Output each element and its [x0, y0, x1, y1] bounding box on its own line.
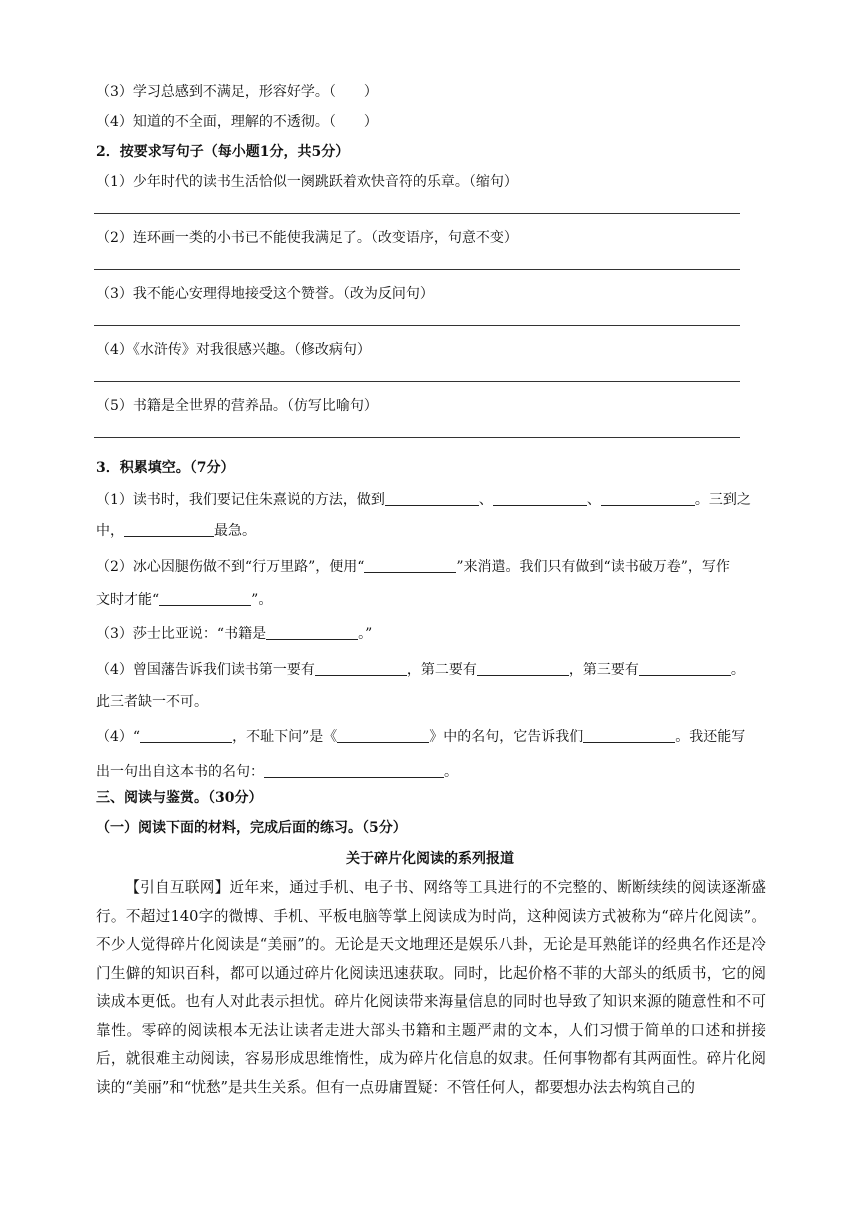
fill-blank[interactable] [266, 625, 358, 640]
article-paragraph [96, 874, 766, 1102]
answer-line-1[interactable] [94, 213, 740, 214]
q2-item-5: （5）书籍是全世界的营养品。（仿写比喻句） [96, 398, 378, 414]
fill-blank[interactable] [639, 661, 731, 676]
fill-blank[interactable] [124, 522, 214, 537]
q2-item-4: （4）《水浒传》对我很感兴趣。（修改病句） [96, 342, 371, 358]
fill-blank[interactable] [315, 661, 407, 676]
fill-blank[interactable] [364, 558, 456, 573]
q3-item-1-cont: 中， 最急。 [96, 523, 256, 539]
fill-blank[interactable] [140, 728, 232, 743]
subsection-heading: （一）阅读下面的材料，完成后面的练习。（5分） [96, 820, 407, 836]
fill-blank[interactable] [385, 491, 479, 506]
section-heading: 三、阅读与鉴赏。（30分） [96, 790, 263, 806]
fill-blank[interactable] [264, 763, 444, 778]
article-text: 【引自互联网】近年来，通过手机、电子书、网络等工具进行的不完整的、断断续续的阅读逐渐盛行。不超过140字的微博、手机、平板电脑等掌上阅读成为时尚，这种阅读方式被称为“碎片化阅读”。不少人觉得碎片化阅读是“美丽”的。无论是天文地理还是娱乐八卦，无论是耳熟能详的经典名作还是冷门生僻的知识百科，都可以通过碎片化阅读迅速获取。同时，比起价格不菲的大部头的纸质书，它的阅读成本更低。也有人对此表示担忧。碎片化阅读带来海量信息的同时也导致了知识来源的随意性和不可靠性。零碎的阅读根本无法让读者走进大部头书籍和主题严肃的文本，人们习惯于简单的口述和拼接后，就很难主动阅读，容易形成思维惰性，成为碎片化信息的奴隶。任何事物都有其两面性。碎片化阅读的“美丽”和“忧愁”是共生关系。但有一点毋庸置疑：不管任何人，都要想办法去构筑自己的 [96, 879, 766, 1096]
fill-blank[interactable] [159, 591, 251, 606]
q2-item-1: （1）少年时代的读书生活恰似一阕跳跃着欢快音符的乐章。（缩句） [96, 174, 518, 190]
q3-item-4-cont: 此三者缺一不可。 [96, 694, 208, 710]
q2-item-3: （3）我不能心安理得地接受这个赞誉。（改为反问句） [96, 286, 434, 302]
fill-blank[interactable] [493, 491, 587, 506]
q3-item-2-cont: 文时才能“ ”。 [96, 592, 273, 608]
article-title: 关于碎片化阅读的系列报道 [346, 851, 514, 867]
fill-blank[interactable] [583, 728, 675, 743]
q3-item-3: （3）莎士比亚说：“书籍是 。” [96, 626, 373, 642]
answer-line-5[interactable] [94, 437, 740, 438]
fill-blank[interactable] [337, 728, 429, 743]
q3-item-4: （4）曾国藩告诉我们读书第一要有 ，第二要有 ，第三要有 。 [96, 662, 745, 678]
q1-item-4: （4）知道的不全面，理解的不透彻。（ ） [96, 114, 378, 130]
answer-line-4[interactable] [94, 381, 740, 382]
q3-item-5: （4）“ ，不耻下问”是《 》中的名句，它告诉我们 。我还能写 [96, 729, 746, 745]
q2-heading: 2．按要求写句子（每小题1分，共5分） [96, 144, 350, 160]
q3-item-5-cont: 出一句出自这本书的名句： 。 [96, 764, 458, 780]
fill-blank[interactable] [477, 661, 569, 676]
q1-item-3: （3）学习总感到不满足，形容好学。（ ） [96, 84, 378, 100]
fill-blank[interactable] [601, 491, 695, 506]
q3-item-2: （2）冰心因腿伤做不到“行万里路”，便用“ ”来消遣。我们只有做到“读书破万卷”，写作 [96, 559, 730, 575]
q3-heading: 3．积累填空。（7分） [96, 460, 235, 476]
answer-line-2[interactable] [94, 269, 740, 270]
q2-item-2: （2）连环画一类的小书已不能使我满足了。（改变语序，句意不变） [96, 230, 518, 246]
q3-item-1: （1）读书时，我们要记住朱熹说的方法，做到 、 、 。三到之 [96, 492, 751, 508]
answer-line-3[interactable] [94, 325, 740, 326]
